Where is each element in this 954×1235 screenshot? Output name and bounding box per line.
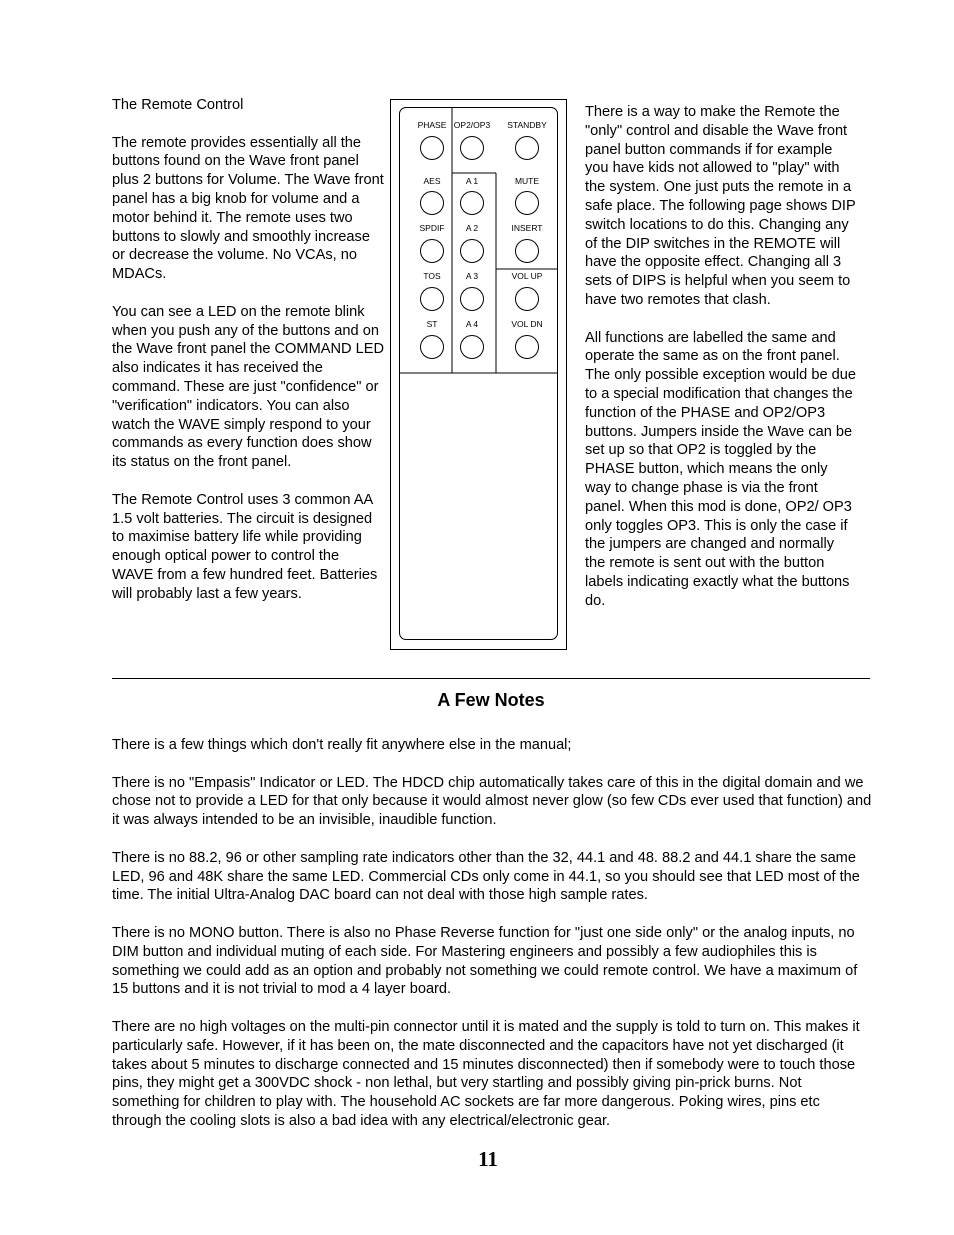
section-title: The Remote Control xyxy=(112,97,244,113)
left-column xyxy=(112,96,384,622)
remote-button-label: A 3 xyxy=(465,271,479,281)
remote-button xyxy=(516,137,539,160)
right-column xyxy=(585,103,857,629)
remote-button xyxy=(461,192,484,215)
remote-button-label: STANDBY xyxy=(507,120,547,130)
remote-button xyxy=(516,336,539,359)
remote-button-label: TOS xyxy=(423,271,441,281)
notes-section xyxy=(112,736,872,1150)
paragraph: All functions are labelled the same and operate the same as on the front panel. The only possible exception would be due to a special modification that changes the function of the PHASE and OP2/OP3 buttons. Jumpers inside the Wave can be set up so that OP2 is toggled by the PHASE button, which means the only way to change phase is via the front panel. When this mod is done, OP2/ OP3 only toggles OP3. This is only the case if the jumpers are changed and normally the remote is sent out with the button labels indicating exactly what the buttons do. xyxy=(585,329,856,609)
paragraph: There are no high voltages on the multi-pin connector until it is mated and the supply is told to turn on. This makes it particularly safe. However, if it has been on, the mate disconnected and the capacitors have not yet discharged (it takes about 5 minutes to discharge connected and 15 minutes disconnected) then if somebody were to touch those pins, they might get a 300VDC shock - non lethal, but very startling and possibly giving pin-prick burns. Not something for children to play with. The household AC sockets are far more dangerous. Poking wires, pins etc through the cooling slots is also a bad idea with any electrical/electronic gear. xyxy=(112,1018,860,1129)
remote-button-label: VOL UP xyxy=(511,271,543,281)
remote-button xyxy=(421,137,444,160)
remote-button xyxy=(421,192,444,215)
paragraph: The remote provides essentially all the buttons found on the Wave front panel plus 2 buttons for Volume. The Wave front panel has a big knob for volume and a motor behind it. The remote uses two buttons to slowly and smoothly increase or decrease the volume. No VCAs, no MDACs. xyxy=(112,134,384,283)
paragraph: There is no 88.2, 96 or other sampling rate indicators other than the 32, 44.1 and 48. 88.2 and 44.1 share the same LED, 96 and 48K share the same LED. Commercial CDs only come in 44.1, so you should see that LED most of the time. The initial Ultra-Analog DAC board can not deal with those high sample rates. xyxy=(112,849,860,904)
remote-button xyxy=(516,288,539,311)
remote-button xyxy=(461,137,484,160)
remote-button-label: SPDIF xyxy=(419,223,445,233)
section-divider xyxy=(112,678,870,679)
remote-button xyxy=(421,336,444,359)
remote-button xyxy=(421,288,444,311)
remote-button-label: ST xyxy=(426,319,438,329)
remote-diagram xyxy=(390,99,567,650)
remote-button-label: PHASE xyxy=(417,120,447,130)
remote-button xyxy=(461,288,484,311)
paragraph: There is a few things which don't really fit anywhere else in the manual; xyxy=(112,737,572,753)
paragraph: You can see a LED on the remote blink when you push any of the buttons and on the Wave front panel the COMMAND LED also indicates it has received the command. These are just "confidence" or "verification" indicators. You can also watch the WAVE simply respond to your commands as every function does show its status on the front panel. xyxy=(112,303,384,471)
paragraph: There is no "Empasis" Indicator or LED. The HDCD chip automatically takes care of this in the digital domain and we chose not to provide a LED for that only because it would almost never glow (so few CDs ever used that function) and it was always intended to be an invisible, inaudible function. xyxy=(112,774,872,829)
remote-button xyxy=(516,240,539,263)
remote-button-label: AES xyxy=(423,176,441,186)
remote-button-label: INSERT xyxy=(511,223,543,233)
remote-button-label: A 4 xyxy=(465,319,479,329)
remote-button xyxy=(421,240,444,263)
paragraph: There is a way to make the Remote the "only" control and disable the Wave front panel button commands if for example you have kids not allowed to "play" with the system. One just puts the remote in a safe place. The following page shows DIP switch locations to do this. Changing any of the DIP switches in the REMOTE will have the opposite effect. Changing all 3 sets of DIPS is helpful when you seem to have two remotes that clash. xyxy=(585,104,856,308)
remote-button xyxy=(461,240,484,263)
remote-button-label: A 2 xyxy=(465,223,479,233)
remote-button-label: MUTE xyxy=(514,176,540,186)
paragraph: The Remote Control uses 3 common AA 1.5 volt batteries. The circuit is designed to maximise battery life while providing enough optical power to control the WAVE from a few hundred feet. Batteries will probably last a few years. xyxy=(112,491,378,602)
remote-button-label: A 1 xyxy=(465,176,479,186)
page-number: 11 xyxy=(478,1147,498,1171)
remote-keypad xyxy=(391,100,568,651)
notes-heading: A Few Notes xyxy=(437,690,545,710)
remote-button xyxy=(461,336,484,359)
remote-button-label: OP2/OP3 xyxy=(453,120,491,130)
paragraph: There is no MONO button. There is also no Phase Reverse function for "just one side only" or the analog inputs, no DIM button and individual muting of each side. For Mastering engineers and possibly a few audiophiles this is something we could add as an option and probably not something we could remote control. We have a maximum of 15 buttons and it is not trivial to mod a 4 layer board. xyxy=(112,924,858,998)
remote-button-label: VOL DN xyxy=(511,319,543,329)
remote-button xyxy=(516,192,539,215)
